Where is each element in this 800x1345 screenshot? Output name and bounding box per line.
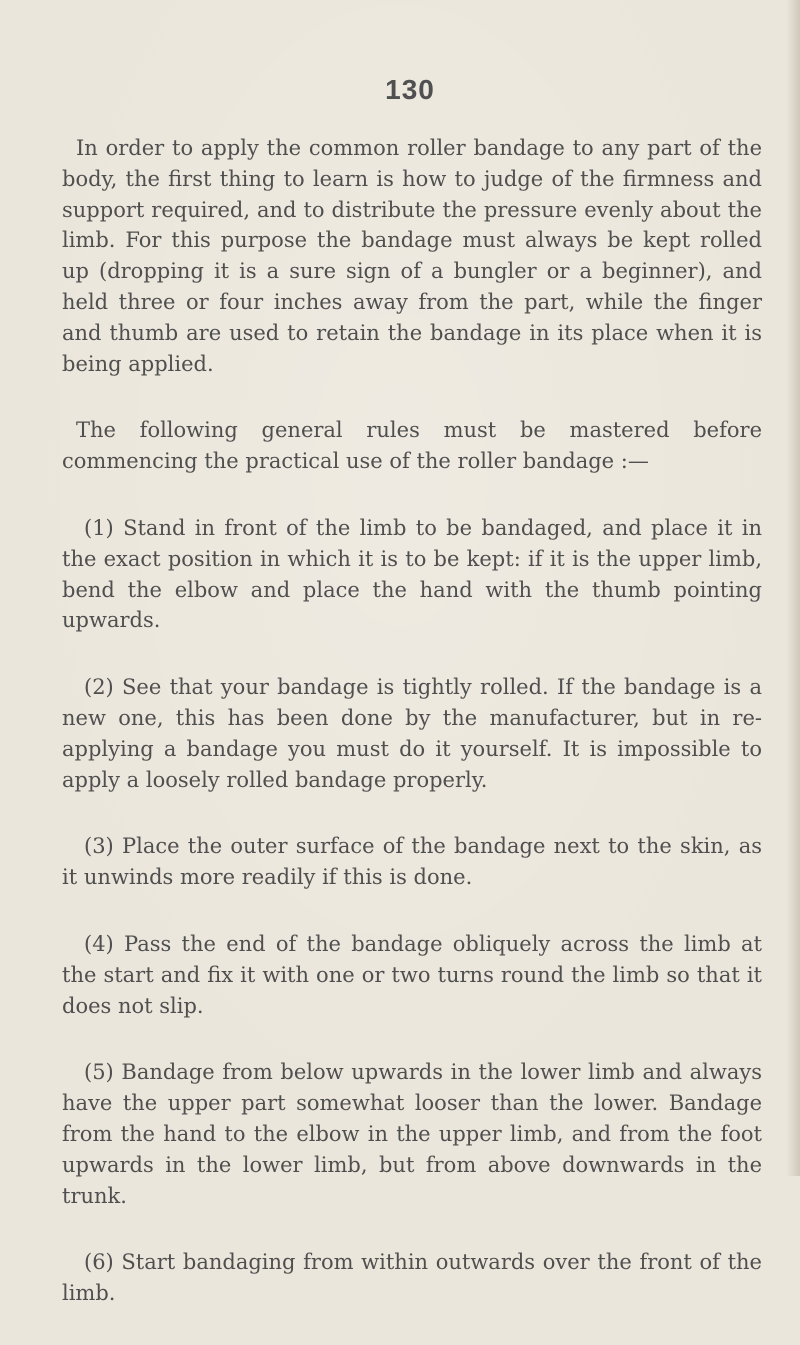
page-body [62,133,762,1345]
paragraph-rule-2: (2) See that your bandage is tightly rolled. If the bandage is a new one, this has been done by the manufacturer, but in re-applying a bandage you must do it yourself. It is impossible to apply a loosely rolled bandage properly. [62,675,762,792]
paragraph-rule-4: (4) Pass the end of the bandage obliquely across the limb at the start and fix it with one or two turns round the limb so that it does not slip. [62,931,762,1018]
paragraph-rule-3: (3) Place the outer surface of the bandage next to the skin, as it unwinds more readily if this is done. [62,834,762,890]
paragraph-general-rules: The following general rules must be mastered before commencing the practical use of the roller bandage :— [62,418,762,474]
page-edge-shadow [786,0,800,1176]
paragraph-rule-6: (6) Start bandaging from within outwards over the front of the limb. [62,1250,762,1306]
page-number: 130 [385,74,435,105]
paragraph-rule-1: (1) Stand in front of the limb to be bandaged, and place it in the exact position in which it is to be kept: if it is the upper limb, bend the elbow and place the hand with the thumb pointing upwards. [62,515,762,633]
paragraph-rule-5: (5) Bandage from below upwards in the lower limb and always have the upper part somewhat looser than the lower. Bandage from the hand to the elbow in the upper limb, and from the foot upwards in the lower limb, but from above downwards in the trunk. [62,1060,762,1208]
paragraph-intro: In order to apply the common roller bandage to any part of the body, the first thing to learn is how to judge of the firmness and support required, and to distribute the pressure evenly about the limb. For this purpose the bandage must always be kept rolled up (dropping it is a sure sign of a bungler or a beginner), and held three or four inches away from the part, while the finger and thumb are used to retain the bandage in its place when it is being applied. [62,136,762,376]
